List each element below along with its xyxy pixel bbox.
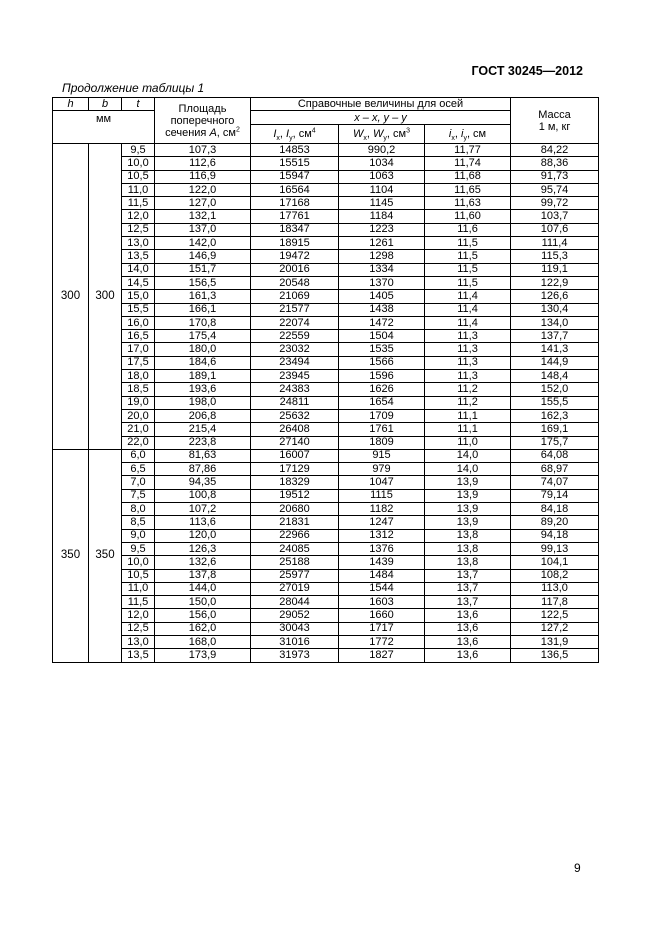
table-row (53, 622, 599, 635)
radius-cell: 11,5 (425, 250, 511, 263)
table-row (53, 170, 599, 183)
inertia-cell: 25188 (251, 556, 339, 569)
table-row (53, 396, 599, 409)
modulus-cell: 1809 (339, 436, 425, 449)
radius-cell: 11,65 (425, 183, 511, 196)
thickness-cell: 14,0 (122, 263, 155, 276)
modulus-cell: 1115 (339, 489, 425, 502)
mass-cell: 64,08 (511, 449, 599, 462)
mass-cell: 119,1 (511, 263, 599, 276)
radius-cell: 11,1 (425, 423, 511, 436)
modulus-cell: 1182 (339, 503, 425, 516)
radius-cell: 11,2 (425, 396, 511, 409)
thickness-cell: 12,5 (122, 223, 155, 236)
thickness-cell: 12,0 (122, 609, 155, 622)
thickness-cell: 11,5 (122, 596, 155, 609)
radius-cell: 11,5 (425, 263, 511, 276)
table-caption: Продолжение таблицы 1 (62, 81, 205, 95)
modulus-cell: 1709 (339, 409, 425, 422)
area-cell: 215,4 (155, 423, 251, 436)
modulus-cell: 979 (339, 463, 425, 476)
area-cell: 107,2 (155, 503, 251, 516)
table-row (53, 476, 599, 489)
mass-cell: 122,9 (511, 276, 599, 289)
area-cell: 156,5 (155, 276, 251, 289)
thickness-cell: 9,5 (122, 542, 155, 555)
mass-cell: 130,4 (511, 303, 599, 316)
inertia-cell: 30043 (251, 622, 339, 635)
mass-cell: 79,14 (511, 489, 599, 502)
area-cell: 151,7 (155, 263, 251, 276)
table-row (53, 370, 599, 383)
inertia-cell: 17761 (251, 210, 339, 223)
modulus-cell: 1223 (339, 223, 425, 236)
mass-cell: 108,2 (511, 569, 599, 582)
group-b-cell: 350 (89, 449, 122, 662)
table-row (53, 383, 599, 396)
inertia-cell: 14853 (251, 144, 339, 157)
area-cell: 132,1 (155, 210, 251, 223)
inertia-cell: 23032 (251, 343, 339, 356)
inertia-cell: 31016 (251, 635, 339, 648)
header-mass: Масса 1 м, кг (511, 98, 599, 144)
table-row (53, 157, 599, 170)
thickness-cell: 17,0 (122, 343, 155, 356)
header-reference-values: Справочные величины для осей (251, 98, 511, 111)
modulus-cell: 1761 (339, 423, 425, 436)
thickness-cell: 6,5 (122, 463, 155, 476)
thickness-cell: 8,5 (122, 516, 155, 529)
area-cell: 173,9 (155, 649, 251, 662)
area-cell: 166,1 (155, 303, 251, 316)
radius-cell: 11,63 (425, 197, 511, 210)
inertia-cell: 20016 (251, 263, 339, 276)
mass-cell: 88,36 (511, 157, 599, 170)
radius-cell: 13,6 (425, 622, 511, 635)
modulus-cell: 990,2 (339, 144, 425, 157)
radius-cell: 11,5 (425, 276, 511, 289)
area-cell: 161,3 (155, 290, 251, 303)
thickness-cell: 7,5 (122, 489, 155, 502)
table-row (53, 609, 599, 622)
area-cell: 100,8 (155, 489, 251, 502)
mass-cell: 95,74 (511, 183, 599, 196)
mass-cell: 127,2 (511, 622, 599, 635)
area-cell: 142,0 (155, 237, 251, 250)
modulus-cell: 1438 (339, 303, 425, 316)
inertia-cell: 21069 (251, 290, 339, 303)
inertia-cell: 15947 (251, 170, 339, 183)
radius-cell: 13,9 (425, 489, 511, 502)
modulus-cell: 1261 (339, 237, 425, 250)
table-row (53, 263, 599, 276)
mass-cell: 126,6 (511, 290, 599, 303)
area-cell: 156,0 (155, 609, 251, 622)
table-row (53, 250, 599, 263)
inertia-cell: 25632 (251, 409, 339, 422)
mass-cell: 91,73 (511, 170, 599, 183)
area-cell: 189,1 (155, 370, 251, 383)
inertia-cell: 24811 (251, 396, 339, 409)
table-header (53, 98, 599, 144)
modulus-cell: 1247 (339, 516, 425, 529)
modulus-cell: 1603 (339, 596, 425, 609)
header-section-modulus: $W_x$, $W_y$, $см^3$ (339, 125, 425, 144)
area-cell: 137,8 (155, 569, 251, 582)
inertia-cell: 18329 (251, 476, 339, 489)
table-row (53, 423, 599, 436)
area-cell: 94,35 (155, 476, 251, 489)
thickness-cell: 9,5 (122, 144, 155, 157)
header-b: b (89, 98, 122, 111)
area-cell: 120,0 (155, 529, 251, 542)
table-row (53, 276, 599, 289)
thickness-cell: 15,0 (122, 290, 155, 303)
radius-cell: 11,3 (425, 356, 511, 369)
area-cell: 113,6 (155, 516, 251, 529)
inertia-cell: 21831 (251, 516, 339, 529)
inertia-cell: 29052 (251, 609, 339, 622)
modulus-cell: 1405 (339, 290, 425, 303)
thickness-cell: 10,0 (122, 157, 155, 170)
modulus-cell: 1772 (339, 635, 425, 648)
inertia-cell: 26408 (251, 423, 339, 436)
radius-cell: 11,2 (425, 383, 511, 396)
mass-cell: 115,3 (511, 250, 599, 263)
radius-cell: 13,8 (425, 542, 511, 555)
area-cell: 223,8 (155, 436, 251, 449)
area-cell: 112,6 (155, 157, 251, 170)
mass-cell: 134,0 (511, 316, 599, 329)
modulus-cell: 1484 (339, 569, 425, 582)
radius-cell: 13,9 (425, 503, 511, 516)
mass-cell: 103,7 (511, 210, 599, 223)
table-row (53, 516, 599, 529)
inertia-cell: 25977 (251, 569, 339, 582)
thickness-cell: 7,0 (122, 476, 155, 489)
inertia-cell: 23494 (251, 356, 339, 369)
area-cell: 193,6 (155, 383, 251, 396)
mass-cell: 148,4 (511, 370, 599, 383)
table-row (53, 556, 599, 569)
header-h: h (53, 98, 89, 111)
thickness-cell: 13,5 (122, 250, 155, 263)
radius-cell: 11,68 (425, 170, 511, 183)
inertia-cell: 15515 (251, 157, 339, 170)
radius-cell: 11,74 (425, 157, 511, 170)
radius-cell: 11,6 (425, 223, 511, 236)
radius-cell: 11,4 (425, 316, 511, 329)
radius-cell: 13,8 (425, 529, 511, 542)
thickness-cell: 16,5 (122, 330, 155, 343)
radius-cell: 13,7 (425, 596, 511, 609)
table-row (53, 436, 599, 449)
thickness-cell: 11,5 (122, 197, 155, 210)
radius-cell: 11,77 (425, 144, 511, 157)
inertia-cell: 19512 (251, 489, 339, 502)
modulus-cell: 1566 (339, 356, 425, 369)
thickness-cell: 20,0 (122, 409, 155, 422)
thickness-cell: 12,0 (122, 210, 155, 223)
table-body (53, 144, 599, 663)
area-cell: 198,0 (155, 396, 251, 409)
mass-cell: 152,0 (511, 383, 599, 396)
mass-cell: 94,18 (511, 529, 599, 542)
mass-cell: 117,8 (511, 596, 599, 609)
table-row (53, 343, 599, 356)
radius-cell: 13,9 (425, 516, 511, 529)
area-cell: 146,9 (155, 250, 251, 263)
thickness-cell: 6,0 (122, 449, 155, 462)
inertia-cell: 24383 (251, 383, 339, 396)
header-inertia: $I_x$, $I_y$, $см^4$ (251, 125, 339, 144)
radius-cell: 13,7 (425, 582, 511, 595)
radius-cell: 11,3 (425, 330, 511, 343)
table-row (53, 237, 599, 250)
mass-cell: 111,4 (511, 237, 599, 250)
table-row (53, 649, 599, 662)
mass-cell: 144,9 (511, 356, 599, 369)
thickness-cell: 10,5 (122, 569, 155, 582)
inertia-cell: 28044 (251, 596, 339, 609)
thickness-cell: 16,0 (122, 316, 155, 329)
inertia-cell: 19472 (251, 250, 339, 263)
mass-cell: 104,1 (511, 556, 599, 569)
inertia-cell: 24085 (251, 542, 339, 555)
group-b-cell: 300 (89, 144, 122, 450)
radius-cell: 13,6 (425, 635, 511, 648)
mass-cell: 155,5 (511, 396, 599, 409)
thickness-cell: 8,0 (122, 503, 155, 516)
table-row (53, 303, 599, 316)
mass-cell: 84,22 (511, 144, 599, 157)
radius-cell: 14,0 (425, 449, 511, 462)
mass-cell: 169,1 (511, 423, 599, 436)
inertia-cell: 18347 (251, 223, 339, 236)
table-row (53, 316, 599, 329)
thickness-cell: 9,0 (122, 529, 155, 542)
inertia-cell: 17129 (251, 463, 339, 476)
radius-cell: 11,3 (425, 370, 511, 383)
table-row (53, 569, 599, 582)
thickness-cell: 19,0 (122, 396, 155, 409)
area-cell: 170,8 (155, 316, 251, 329)
section-properties-table (52, 97, 599, 663)
modulus-cell: 1298 (339, 250, 425, 263)
area-cell: 206,8 (155, 409, 251, 422)
radius-cell: 11,0 (425, 436, 511, 449)
inertia-cell: 22074 (251, 316, 339, 329)
area-cell: 107,3 (155, 144, 251, 157)
area-cell: 132,6 (155, 556, 251, 569)
modulus-cell: 1439 (339, 556, 425, 569)
header-area: Площадь поперечного сечения A, $см^2$ (155, 98, 251, 144)
inertia-cell: 16007 (251, 449, 339, 462)
inertia-cell: 16564 (251, 183, 339, 196)
area-cell: 116,9 (155, 170, 251, 183)
modulus-cell: 1034 (339, 157, 425, 170)
table-row (53, 489, 599, 502)
mass-cell: 68,97 (511, 463, 599, 476)
mass-cell: 99,13 (511, 542, 599, 555)
thickness-cell: 13,5 (122, 649, 155, 662)
thickness-cell: 15,5 (122, 303, 155, 316)
mass-cell: 99,72 (511, 197, 599, 210)
table-row (53, 210, 599, 223)
group-h-cell: 300 (53, 144, 89, 450)
mass-cell: 113,0 (511, 582, 599, 595)
thickness-cell: 13,0 (122, 635, 155, 648)
area-cell: 137,0 (155, 223, 251, 236)
thickness-cell: 14,5 (122, 276, 155, 289)
thickness-cell: 18,0 (122, 370, 155, 383)
modulus-cell: 1654 (339, 396, 425, 409)
area-cell: 144,0 (155, 582, 251, 595)
radius-cell: 11,5 (425, 237, 511, 250)
table-row (53, 144, 599, 157)
table-row (53, 503, 599, 516)
area-cell: 127,0 (155, 197, 251, 210)
thickness-cell: 11,0 (122, 183, 155, 196)
area-cell: 184,6 (155, 356, 251, 369)
mass-cell: 137,7 (511, 330, 599, 343)
header-gyration-radius: $i_x$, $i_y$, см (425, 125, 511, 144)
standard-code: ГОСТ 30245—2012 (471, 64, 583, 78)
table-row (53, 330, 599, 343)
inertia-cell: 22966 (251, 529, 339, 542)
radius-cell: 11,1 (425, 409, 511, 422)
table-row (53, 409, 599, 422)
modulus-cell: 1312 (339, 529, 425, 542)
mass-cell: 162,3 (511, 409, 599, 422)
modulus-cell: 1535 (339, 343, 425, 356)
header-unit-mm: мм (53, 111, 155, 144)
table-row (53, 635, 599, 648)
modulus-cell: 1544 (339, 582, 425, 595)
radius-cell: 11,60 (425, 210, 511, 223)
header-t: t (122, 98, 155, 111)
inertia-cell: 23945 (251, 370, 339, 383)
radius-cell: 14,0 (425, 463, 511, 476)
inertia-cell: 22559 (251, 330, 339, 343)
table-row (53, 463, 599, 476)
radius-cell: 13,6 (425, 649, 511, 662)
area-cell: 122,0 (155, 183, 251, 196)
mass-cell: 84,18 (511, 503, 599, 516)
area-cell: 150,0 (155, 596, 251, 609)
inertia-cell: 18915 (251, 237, 339, 250)
modulus-cell: 1660 (339, 609, 425, 622)
table-row (53, 183, 599, 196)
radius-cell: 13,6 (425, 609, 511, 622)
mass-cell: 74,07 (511, 476, 599, 489)
mass-cell: 122,5 (511, 609, 599, 622)
thickness-cell: 10,0 (122, 556, 155, 569)
table-row (53, 356, 599, 369)
table-row (53, 542, 599, 555)
inertia-cell: 21577 (251, 303, 339, 316)
modulus-cell: 1063 (339, 170, 425, 183)
modulus-cell: 1596 (339, 370, 425, 383)
modulus-cell: 1104 (339, 183, 425, 196)
modulus-cell: 1370 (339, 276, 425, 289)
inertia-cell: 31973 (251, 649, 339, 662)
thickness-cell: 22,0 (122, 436, 155, 449)
mass-cell: 136,5 (511, 649, 599, 662)
modulus-cell: 1472 (339, 316, 425, 329)
table-row (53, 529, 599, 542)
modulus-cell: 1184 (339, 210, 425, 223)
modulus-cell: 1047 (339, 476, 425, 489)
area-cell: 126,3 (155, 542, 251, 555)
area-cell: 168,0 (155, 635, 251, 648)
thickness-cell: 13,0 (122, 237, 155, 250)
table-row (53, 449, 599, 462)
modulus-cell: 1827 (339, 649, 425, 662)
table-row (53, 223, 599, 236)
radius-cell: 13,7 (425, 569, 511, 582)
page-number: 9 (574, 861, 581, 875)
modulus-cell: 915 (339, 449, 425, 462)
modulus-cell: 1334 (339, 263, 425, 276)
area-cell: 87,86 (155, 463, 251, 476)
mass-cell: 175,7 (511, 436, 599, 449)
modulus-cell: 1376 (339, 542, 425, 555)
radius-cell: 11,3 (425, 343, 511, 356)
inertia-cell: 27140 (251, 436, 339, 449)
thickness-cell: 17,5 (122, 356, 155, 369)
area-cell: 81,63 (155, 449, 251, 462)
thickness-cell: 18,5 (122, 383, 155, 396)
thickness-cell: 11,0 (122, 582, 155, 595)
mass-cell: 141,3 (511, 343, 599, 356)
radius-cell: 11,4 (425, 290, 511, 303)
group-h-cell: 350 (53, 449, 89, 662)
table-row (53, 290, 599, 303)
inertia-cell: 27019 (251, 582, 339, 595)
area-cell: 175,4 (155, 330, 251, 343)
inertia-cell: 17168 (251, 197, 339, 210)
table-row (53, 596, 599, 609)
modulus-cell: 1626 (339, 383, 425, 396)
modulus-cell: 1145 (339, 197, 425, 210)
radius-cell: 13,8 (425, 556, 511, 569)
table-row (53, 197, 599, 210)
mass-cell: 89,20 (511, 516, 599, 529)
radius-cell: 13,9 (425, 476, 511, 489)
thickness-cell: 12,5 (122, 622, 155, 635)
area-cell: 162,0 (155, 622, 251, 635)
thickness-cell: 10,5 (122, 170, 155, 183)
header-axes: x – x, y – y (251, 111, 511, 125)
area-cell: 180,0 (155, 343, 251, 356)
mass-cell: 131,9 (511, 635, 599, 648)
radius-cell: 11,4 (425, 303, 511, 316)
inertia-cell: 20548 (251, 276, 339, 289)
mass-cell: 107,6 (511, 223, 599, 236)
thickness-cell: 21,0 (122, 423, 155, 436)
modulus-cell: 1717 (339, 622, 425, 635)
inertia-cell: 20680 (251, 503, 339, 516)
modulus-cell: 1504 (339, 330, 425, 343)
table-row (53, 582, 599, 595)
